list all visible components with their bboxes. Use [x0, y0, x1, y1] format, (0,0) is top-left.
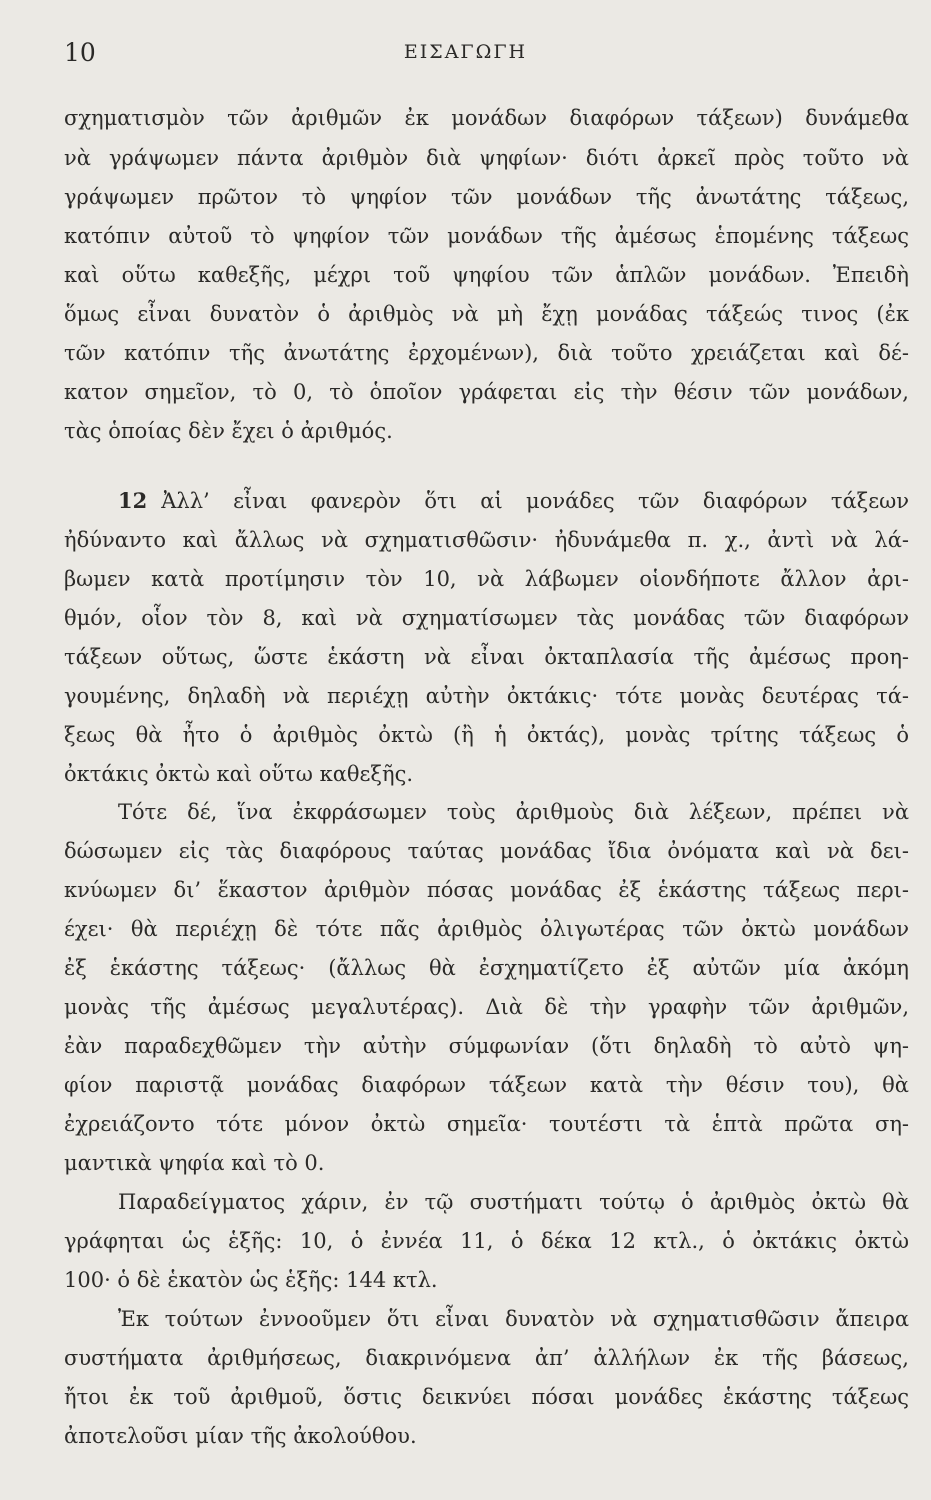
text-line: γράφηται ὡς ἑξῆς: 10, ὁ ἐννέα 11, ὁ δέκα 12 κτλ., ὁ ὀκτάκις ὀκτὼ — [64, 1229, 909, 1253]
text-line: τὰς ὁποίας δὲν ἔχει ὁ ἀριθμός. — [64, 419, 393, 443]
text-line: νὰ γράψωμεν πάντα ἀριθμὸν διὰ ψηφίων· διότι ἀρκεῖ πρὸς τοῦτο νὰ — [64, 146, 909, 170]
section-number: 12 — [118, 488, 148, 513]
text-line: συστήματα ἀριθμήσεως, διακρινόμενα ἀπ’ ἀλλήλων ἐκ τῆς βάσεως, — [64, 1346, 909, 1370]
text-line: φίον παριστᾷ μονάδας διαφόρων τάξεων κατὰ τὴν θέσιν του), θὰ — [64, 1073, 909, 1097]
text-line: τῶν κατόπιν τῆς ἀνωτάτης ἐρχομένων), διὰ τοῦτο χρειάζεται καὶ δέ- — [64, 341, 909, 365]
text-line: σχηματισμὸν τῶν ἀριθμῶν ἐκ μονάδων διαφόρων τάξεων) δυνάμεθα — [64, 106, 909, 130]
text-line: ἠδύναντο καὶ ἄλλως νὰ σχηματισθῶσιν· ἠδυνάμεθα π. χ., ἀντὶ νὰ λά- — [64, 528, 909, 552]
page-number: 10 — [64, 38, 96, 67]
text-line: ξεως θὰ ἦτο ὁ ἀριθμὸς ὀκτὼ (ἢ ἡ ὀκτάς), μονὰς τρίτης τάξεως ὁ — [64, 723, 909, 747]
text-line: ἀποτελοῦσι μίαν τῆς ἀκολούθου. — [64, 1424, 417, 1448]
text-line: μονὰς τῆς ἀμέσως μεγαλυτέρας). Διὰ δὲ τὴν γραφὴν τῶν ἀριθμῶν, — [64, 995, 909, 1019]
text-line: κατον σημεῖον, τὸ 0, τὸ ὁποῖον γράφεται εἰς τὴν θέσιν τῶν μονάδων, — [64, 380, 909, 404]
page-header — [0, 38, 931, 72]
text-line: τάξεων οὕτως, ὥστε ἑκάστη νὰ εἶναι ὀκταπλασία τῆς ἀμέσως προη- — [64, 645, 909, 669]
text-line: ὅμως εἶναι δυνατὸν ὁ ἀριθμὸς νὰ μὴ ἔχῃ μονάδας τάξεώς τινος (ἐκ — [64, 302, 909, 326]
text-line: μαντικὰ ψηφία καὶ τὸ 0. — [64, 1151, 325, 1175]
text-line: Τότε δέ, ἵνα ἐκφράσωμεν τοὺς ἀριθμοὺς διὰ λέξεων, πρέπει νὰ — [118, 800, 909, 824]
text-line: ἐχρειάζοντο τότε μόνον ὀκτὼ σημεῖα· τουτέστι τὰ ἑπτὰ πρῶτα ση- — [64, 1112, 909, 1136]
running-head: ΕΙΣΑΓΩΓΗ — [403, 41, 528, 63]
text-line: κατόπιν αὐτοῦ τὸ ψηφίον τῶν μονάδων τῆς ἀμέσως ἑπομένης τάξεως — [64, 224, 909, 248]
text-line: δώσωμεν εἰς τὰς διαφόρους ταύτας μονάδας ἴδια ὀνόματα καὶ νὰ δει- — [64, 839, 909, 863]
text-line: 100· ὁ δὲ ἑκατὸν ὡς ἑξῆς: 144 κτλ. — [64, 1268, 438, 1292]
section-first-line — [118, 486, 909, 516]
text-line: Ἐκ τούτων ἐννοοῦμεν ὅτι εἶναι δυνατὸν νὰ σχηματισθῶσιν ἄπειρα — [118, 1307, 909, 1331]
text-line: γράψωμεν πρῶτον τὸ ψηφίον τῶν μονάδων τῆς ἀνωτάτης τάξεως, — [64, 185, 909, 209]
section-first-line-text: Ἀλλ’ εἶναι φανερὸν ὅτι αἱ μονάδες τῶν διαφόρων τάξεων — [161, 489, 909, 513]
text-line: θμόν, οἷον τὸν 8, καὶ νὰ σχηματίσωμεν τὰς μονάδας τῶν διαφόρων — [64, 606, 909, 630]
text-line: καὶ οὕτω καθεξῆς, μέχρι τοῦ ψηφίου τῶν ἁπλῶν μονάδων. Ἐπειδὴ — [64, 263, 909, 287]
text-line: ἤτοι ἐκ τοῦ ἀριθμοῦ, ὅστις δεικνύει πόσαι μονάδες ἑκάστης τάξεως — [64, 1385, 909, 1409]
text-line: κνύωμεν δι’ ἕκαστον ἀριθμὸν πόσας μονάδας ἐξ ἑκάστης τάξεως περι- — [64, 878, 909, 902]
text-line: Παραδείγματος χάριν, ἐν τῷ συστήματι τούτῳ ὁ ἀριθμὸς ὀκτὼ θὰ — [118, 1190, 909, 1214]
text-line: ἐξ ἑκάστης τάξεως· (ἄλλως θὰ ἐσχηματίζετο ἐξ αὐτῶν μία ἀκόμη — [64, 956, 909, 980]
text-line: βωμεν κατὰ προτίμησιν τὸν 10, νὰ λάβωμεν οἱονδήποτε ἄλλον ἀρι- — [64, 567, 909, 591]
text-line: γουμένης, δηλαδὴ νὰ περιέχῃ αὐτὴν ὀκτάκις· τότε μονὰς δευτέρας τά- — [64, 684, 909, 708]
text-line: έχει· θὰ περιέχῃ δὲ τότε πᾶς ἀριθμὸς ὀλιγωτέρας τῶν ὀκτὼ μονάδων — [64, 917, 909, 941]
text-line: ἐὰν παραδεχθῶμεν τὴν αὐτὴν σύμφωνίαν (ὅτι δηλαδὴ τὸ αὐτὸ ψη- — [64, 1034, 909, 1058]
text-line: ὀκτάκις ὀκτὼ καὶ οὕτω καθεξῆς. — [64, 762, 414, 786]
